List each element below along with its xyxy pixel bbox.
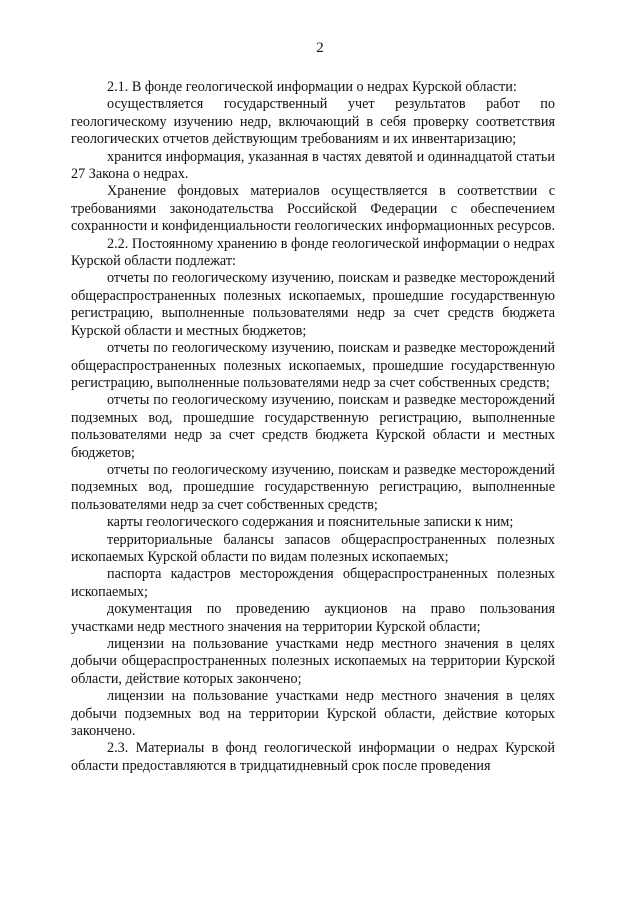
- paragraph-2-1-heading: 2.1. В фонде геологической информации о недрах Курской области:: [107, 79, 517, 95]
- paragraph-2-2-heading: 2.2. Постоянному хранению в фонде геологической информации о недрах Курской области подлежат:: [71, 235, 555, 270]
- paragraph-territorial-balances: территориальные балансы запасов общераспространенных полезных ископаемых Курской области по видам полезных ископаемых;: [71, 531, 555, 565]
- paragraph-reports-water-own: отчеты по геологическому изучению, поискам и разведке месторождений подземных вод, прошедшие государственную регистрацию, выполненные пользователями недр за счет собственных средств;: [71, 461, 555, 513]
- paragraph-cadastre-passports: паспорта кадастров месторождения общераспространенных полезных ископаемых;: [71, 566, 555, 600]
- paragraph-licenses-water: лицензии на пользование участками недр местного значения в целях добычи подземных вод на территории Курской области, действие которых закончено.: [71, 688, 555, 740]
- document-body: [71, 79, 555, 775]
- paragraph-reports-common-budget: отчеты по геологическому изучению, поискам и разведке месторождений общераспространенных полезных ископаемых, прошедшие государственную регистрацию, выполненные пользователями недр за счет средств бюджета Курской области и местных бюджетов;: [71, 270, 555, 339]
- paragraph-state-accounting: осуществляется государственный учет результатов работ по геологическому изучению недр, включающий в себя проверку соответствия геологических отчетов действующим требованиям и их инвентаризацию;: [71, 96, 555, 148]
- paragraph-licenses-common: лицензии на пользование участками недр местного значения в целях добычи общераспространенных полезных ископаемых на территории Курской области, действие которых закончено;: [71, 636, 555, 687]
- paragraph-reports-common-own: отчеты по геологическому изучению, поискам и разведке месторождений общераспространенных полезных ископаемых, прошедшие государственную регистрацию, выполненные пользователями недр за счет собственных средств;: [71, 340, 555, 391]
- paragraph-geological-maps: карты геологического содержания и пояснительные записки к ним;: [107, 514, 514, 531]
- paragraph-reports-water-budget: отчеты по геологическому изучению, поискам и разведке месторождений подземных вод, прошедшие государственную регистрацию, выполненные пользователями недр за счет средств бюджета Курской области и местных бюджетов;: [71, 392, 555, 461]
- paragraph-2-3-heading: 2.3. Материалы в фонд геологической информации о недрах Курской области предоставляются в тридцатидневный срок после проведения: [71, 740, 555, 774]
- paragraph-auction-documentation: документация по проведению аукционов на право пользования участками недр местного значения на территории Курской области;: [71, 601, 555, 635]
- page-number: 2: [316, 40, 324, 56]
- paragraph-fund-storage: Хранение фондовых материалов осуществляется в соответствии с требованиями законодательства Российской Федерации с обеспечением сохранности и конфиденциальности геологических информационных ресурсов.: [71, 183, 555, 235]
- paragraph-information-storage: хранится информация, указанная в частях девятой и одиннадцатой статьи 27 Закона о недрах.: [71, 148, 555, 183]
